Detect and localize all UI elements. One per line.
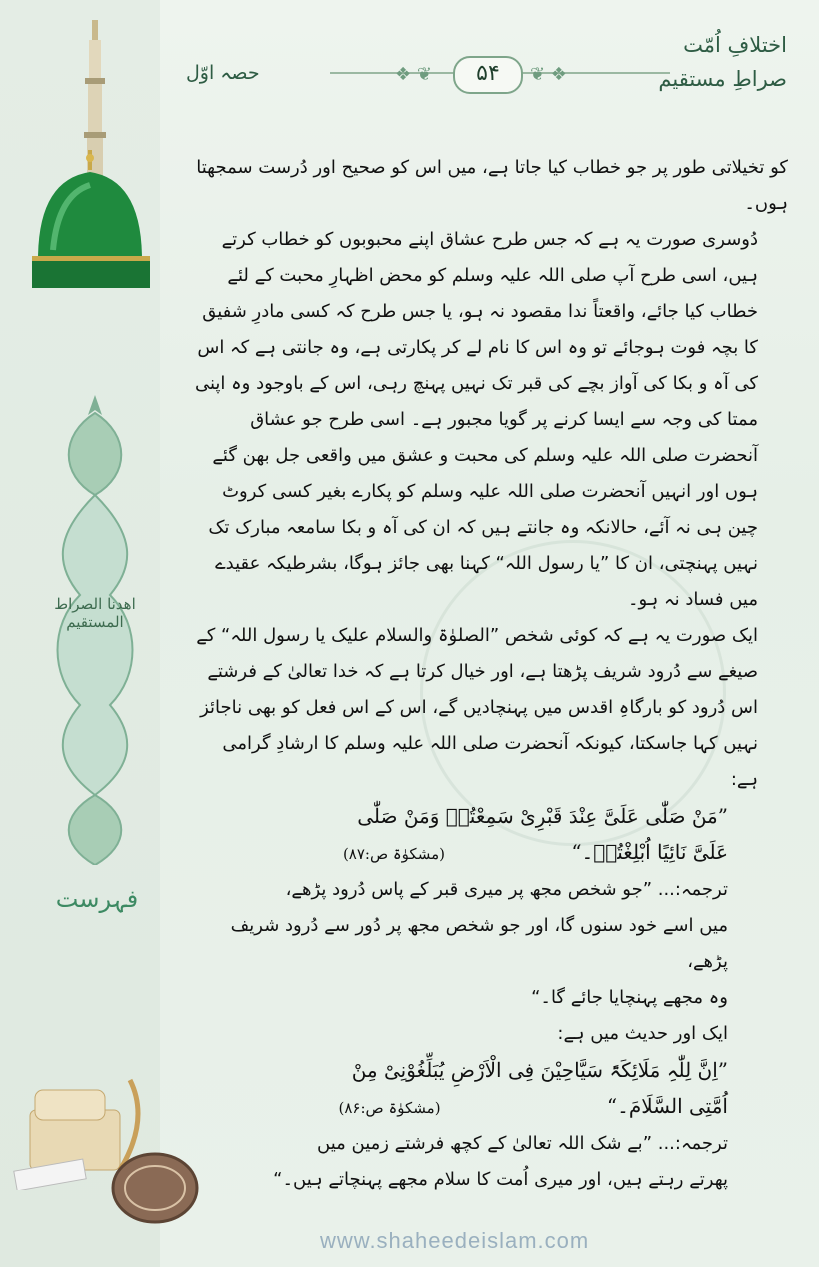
- hadith-1-reference: (مشکوٰۃ ص:۸۷): [342, 845, 445, 863]
- paragraph: دُوسری صورت یہ ہے کہ جس طرح عشاق اپنے محبوبوں کو خطاب کرتے ہیں، اسی طرح آپ صلی اللہ علیہ وسلم کو محض اظہارِ محبت کے لئے خطاب کیا جائے، واقعتاً ندا مقصود نہ ہو، یا جس طرح کہ کسی مادرِ شفیق کا بچہ فوت ہوجائے تو وہ اس کا نام لے کر پکارتی ہے، وہ جانتی ہے کہ اس کی آہ و بکا کی آواز بچے کی قبر تک نہیں پہنچ رہی، اس کے باوجود وہ اپنی ممتا کی وجہ سے ایسا کرنے پر گویا مجبور ہے۔ اسی طرح جو عشاق آنحضرت صلی اللہ علیہ وسلم کی محبت و عشق میں واقعی جل بھن گئے ہوں اور انہیں آنحضرت صلی اللہ علیہ وسلم کو پکارے بغیر کسی کروٹ چین ہی نہ آئے، حالانکہ وہ جانتے ہیں کہ ان کی آہ و بکا سامعہ مبارک تک نہیں پہنچتی، ان کا ”یا رسول اللہ“ کہنا بھی جائز ہوگا، بشرطیکہ عقیدے میں فساد نہ ہو۔: [194, 229, 758, 610]
- green-dome-icon: [28, 150, 158, 300]
- sidebar: [0, 0, 160, 1267]
- translation-1-line-3: وہ مجھے پہنچایا جائے گا۔“: [531, 987, 728, 1008]
- page-body: [190, 150, 788, 1198]
- ornament-left-icon: ❖ ❦: [395, 64, 432, 85]
- book-title: [637, 28, 787, 96]
- seal-icon: [110, 1150, 200, 1225]
- hadith-2-reference: (مشکوٰۃ ص:۸۶): [338, 1099, 441, 1117]
- hadith-2-line-2: [190, 1088, 788, 1126]
- paragraph: کو تخیلاتی طور پر جو خطاب کیا جاتا ہے، میں اس کو صحیح اور دُرست سمجھتا ہوں۔: [196, 157, 788, 214]
- translation-1-line-2: میں اسے خود سنوں گا، اور جو شخص مجھ پر دُور سے دُرود شریف پڑھے،: [230, 915, 728, 972]
- translation-1-line-1: ترجمہ:... ”جو شخص مجھ پر میری قبر کے پاس دُرود پڑھے،: [285, 879, 728, 900]
- hadith-1-line-2: [190, 834, 788, 872]
- hadith-2-line-1: ”اِنَّ لِلّٰہِ مَلَائِکَۃً سَیَّاحِیْنَ فِی الْاَرْضِ یُبَلِّغُوْنِیْ مِنْ: [351, 1058, 728, 1082]
- book-title-line2: صراطِ مستقیم: [658, 67, 787, 91]
- page-number: ۵۴: [453, 56, 523, 94]
- translation-2-line-1: ترجمہ:... ”بے شک اللہ تعالیٰ کے کچھ فرشتے زمین میں: [317, 1133, 728, 1154]
- sidebar-ornament-text: اھدنا الصراط المستقیم: [54, 595, 136, 631]
- paragraph: ایک صورت یہ ہے کہ کوئی شخص ”الصلوٰۃ والسلام علیک یا رسول اللہ“ کے صیغے سے دُرود شریف پڑھتا ہے، اور خیال کرتا ہے کہ خدا تعالیٰ کے فرشتے اس دُرود کو بارگاہِ اقدس میں پہنچادیں گے، اس کے اس فعل کو بھی ناجائز نہیں کہا جاسکتا، کیونکہ آنحضرت صلی اللہ علیہ وسلم کا ارشادِ گرامی ہے:: [196, 625, 758, 790]
- ornament-right-icon: ❦ ❖: [530, 64, 567, 85]
- hadith-2-intro: ایک اور حدیث میں ہے:: [557, 1023, 728, 1044]
- website-link[interactable]: www.shaheedeislam.com: [320, 1228, 590, 1253]
- part-label: حصہ اوّل: [186, 62, 260, 84]
- hadith-2-text: اُمَّتِی السَّلَامَ۔“: [606, 1094, 728, 1118]
- translation-2-line-2: پھرتے رہتے ہیں، اور میری اُمت کا سلام مجھے پہنچاتے ہیں۔“: [273, 1169, 728, 1190]
- hadith-1-line-1: ”مَنْ صَلّٰی عَلَیَّ عِنْدَ قَبْرِیْ سَمِعْتُہٗ وَمَنْ صَلّٰی: [357, 804, 728, 828]
- book-title-line1: اختلافِ اُمّت: [683, 33, 787, 57]
- hadith-1-text: عَلَیَّ نَائِیًا اُبْلِغْتُہٗ۔“: [571, 840, 728, 864]
- index-link[interactable]: فہرست: [55, 885, 139, 913]
